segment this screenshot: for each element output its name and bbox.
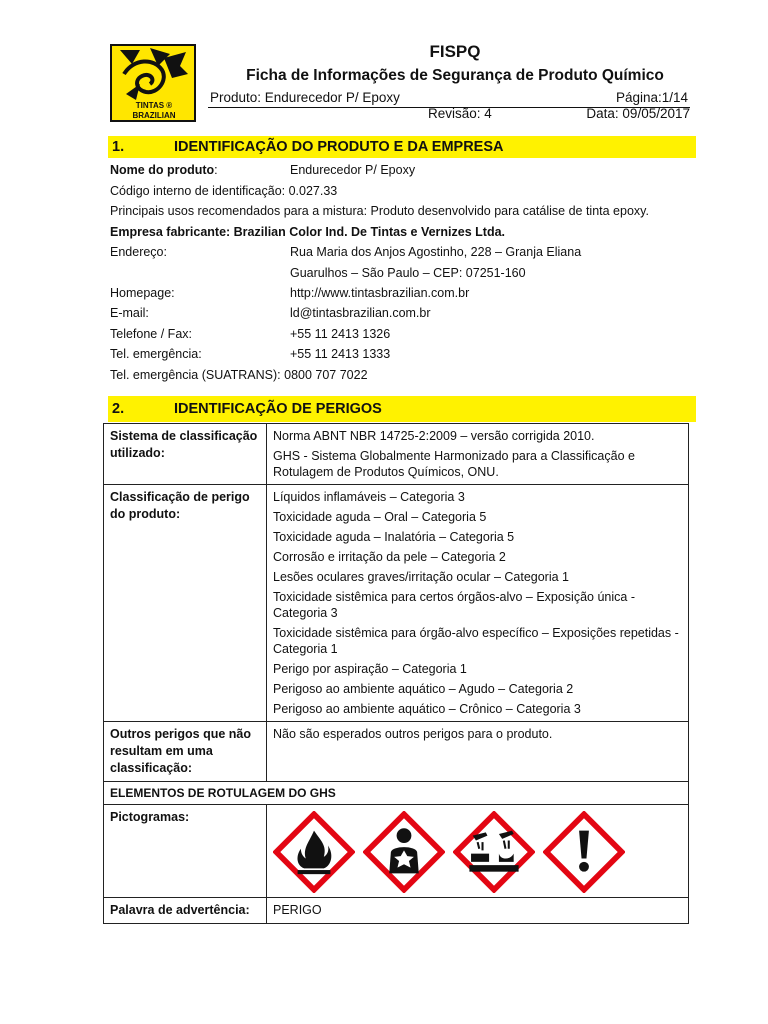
svg-text:TINTAS ®: TINTAS ® [135,101,173,110]
company-logo [110,44,196,122]
list-item: GHS - Sistema Globalmente Harmonizado para a Classificação e Rotulagem de Produtos Químicos, ONU. [273,449,635,479]
phone-label: Telefone / Fax: [110,327,192,341]
homepage-label: Homepage: [110,286,175,300]
table-row [104,805,689,898]
health-hazard-icon [363,811,445,893]
product-name-value: Endurecedor P/ Epoxy [290,163,416,177]
signal-word-value: PERIGO [267,898,689,924]
table-row [104,722,689,782]
table-row [104,782,689,805]
list-item: Perigoso ao ambiente aquático – Agudo – Categoria 2 [273,682,574,696]
other-hazards-label: Outros perigos que não resultam em uma classificação: [104,722,267,782]
classification-values [267,485,689,722]
emergency-value: +55 11 2413 1333 [290,347,391,361]
homepage-row [110,284,470,302]
homepage-link[interactable]: http://www.tintasbrazilian.com.br [290,286,470,300]
table-row [104,424,689,485]
revision-date: Data: 09/05/2017 [586,106,690,121]
list-item: Corrosão e irritação da pele – Categoria 2 [273,550,506,564]
emergency-row [110,345,391,363]
section-1-header [108,136,696,158]
list-item: Lesões oculares graves/irritação ocular – Categoria 1 [273,570,569,584]
exclamation-icon [543,811,625,893]
email-label: E-mail: [110,306,149,320]
system-label: Sistema de classificação utilizado: [104,424,267,485]
suatrans-phone: Tel. emergência (SUATRANS): 0800 707 7022 [110,368,368,382]
list-item: Toxicidade sistêmica para certos órgãos-alvo – Exposição única - Categoria 3 [273,590,635,620]
classification-label: Classificação de perigo do produto: [104,485,267,722]
svg-text:BRAZILIAN: BRAZILIAN [132,111,176,120]
table-row [104,485,689,722]
phone-value: +55 11 2413 1326 [290,327,391,341]
address-label: Endereço: [110,245,167,259]
signal-word-label: Palavra de advertência: [104,898,267,924]
email-link[interactable]: ld@tintasbrazilian.com.br [290,306,431,320]
internal-code: Código interno de identificação: 0.027.33 [110,184,338,198]
list-item: Perigoso ao ambiente aquático – Crônico – Categoria 3 [273,702,581,716]
list-item: Norma ABNT NBR 14725-2:2009 – versão corrigida 2010. [273,429,595,443]
ghs-label-header: ELEMENTOS DE ROTULAGEM DO GHS [104,782,689,805]
other-hazards-value: Não são esperados outros perigos para o produto. [267,722,689,782]
emergency-label: Tel. emergência: [110,347,202,361]
manufacturer: Empresa fabricante: Brazilian Color Ind. De Tintas e Vernizes Ltda. [110,225,506,239]
table-row [104,898,689,924]
section-title: IDENTIFICAÇÃO DE PERIGOS [174,401,382,417]
document-code: FISPQ [429,42,481,61]
list-item: Toxicidade aguda – Oral – Categoria 5 [273,510,487,524]
product-name-row: Nome do produto: Endurecedor P/ Epoxy [110,163,416,177]
list-item: Toxicidade aguda – Inalatória – Categoria 5 [273,530,515,544]
phone-row [110,325,391,343]
pictograms-cell [267,805,689,898]
hazard-table [103,423,689,924]
list-item: Perigo por aspiração – Categoria 1 [273,662,467,676]
pictograms-label: Pictogramas: [104,805,267,898]
document-title: Ficha de Informações de Segurança de Produto Químico [246,67,664,84]
email-row [110,304,431,322]
page-number: Página:1/14 [615,90,688,105]
address-row [110,243,582,261]
recommended-uses: Principais usos recomendados para a mistura: Produto desenvolvido para catálise de tinta epoxy. [110,204,649,218]
product-line: Produto: Endurecedor P/ Epoxy [210,90,400,105]
section-title: IDENTIFICAÇÃO DO PRODUTO E DA EMPRESA [174,139,504,155]
product-name-label: Nome do produto [110,163,215,177]
list-item: Líquidos inflamáveis – Categoria 3 [273,490,465,504]
revision-number: Revisão: 4 [428,106,492,121]
list-item: Toxicidade sistêmica para órgão-alvo específico – Exposições repetidas - Categoria 1 [273,626,679,656]
system-values [267,424,689,485]
section-number: 2. [112,401,125,417]
corrosion-icon [453,811,535,893]
flame-icon [273,811,355,893]
address-line-1: Rua Maria dos Anjos Agostinho, 228 – Granja Eliana [290,245,582,259]
section-number: 1. [112,139,125,155]
section-2-header [108,396,696,422]
address-line-2: Guarulhos – São Paulo – CEP: 07251-160 [290,266,526,280]
